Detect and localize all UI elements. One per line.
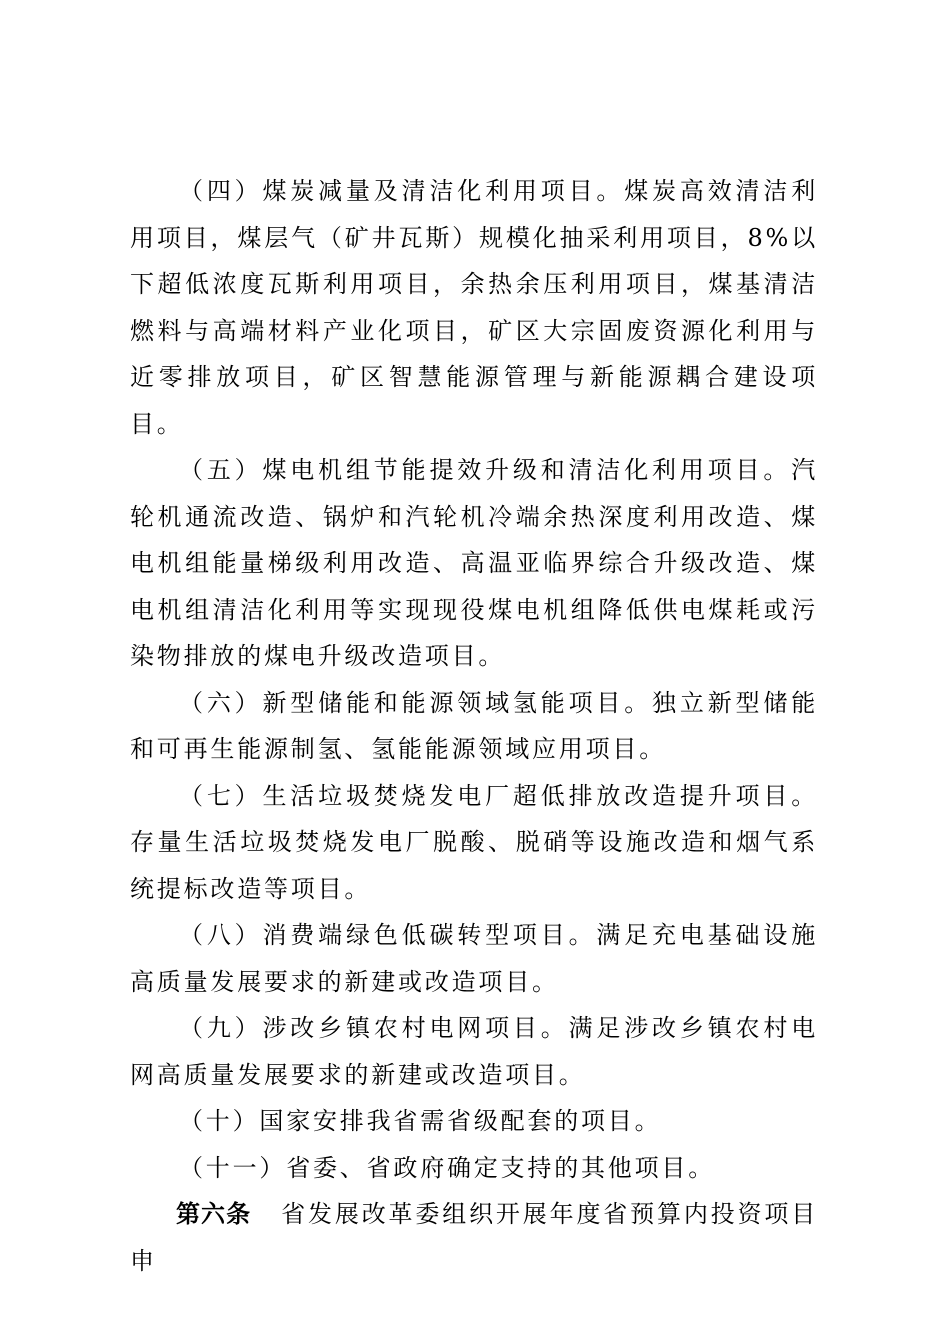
document-page <box>130 168 818 1284</box>
article-text: 省发展改革委组织开展年度省预算内投资项目申 <box>130 1200 819 1275</box>
paragraph-coal-projects: （四）煤炭减量及清洁化利用项目。煤炭高效清洁利用项目，煤层气（矿井瓦斯）规模化抽采利用项目，8%以下超低浓度瓦斯利用项目，余热余压利用项目，煤基清洁燃料与高端材料产业化项目，矿区大宗固废资源化利用与近零排放项目，矿区智慧能源管理与新能源耦合建设项目。 <box>130 177 818 438</box>
paragraph-other-projects: （十一）省委、省政府确定支持的其他项目。 <box>179 1153 715 1182</box>
paragraph-rural-grid: （九）涉改乡镇农村电网项目。满足涉改乡镇农村电网高质量发展要求的新建或改造项目。 <box>130 1014 818 1089</box>
paragraph-energy-storage-hydrogen: （六）新型储能和能源领域氢能项目。独立新型储能和可再生能源制氢、氢能能源领域应用项目。 <box>130 688 818 763</box>
paragraph-coal-power-units: （五）煤电机组节能提效升级和清洁化利用项目。汽轮机通流改造、锅炉和汽轮机冷端余热深度利用改造、煤电机组能量梯级利用改造、高温亚临界综合升级改造、煤电机组清洁化利用等实现现役煤电机组降低供电煤耗或污染物排放的煤电升级改造项目。 <box>130 456 818 670</box>
paragraph-national-matching: （十）国家安排我省需省级配套的项目。 <box>179 1107 662 1135</box>
article-six <box>130 1191 818 1284</box>
article-label: 第六条 <box>176 1200 252 1228</box>
paragraph-consumer-green-transition: （八）消费端绿色低碳转型项目。满足充电基础设施高质量发展要求的新建或改造项目。 <box>130 921 818 996</box>
paragraph-waste-incineration: （七）生活垃圾焚烧发电厂超低排放改造提升项目。存量生活垃圾焚烧发电厂脱酸、脱硝等设施改造和烟气系统提标改造等项目。 <box>130 781 818 903</box>
